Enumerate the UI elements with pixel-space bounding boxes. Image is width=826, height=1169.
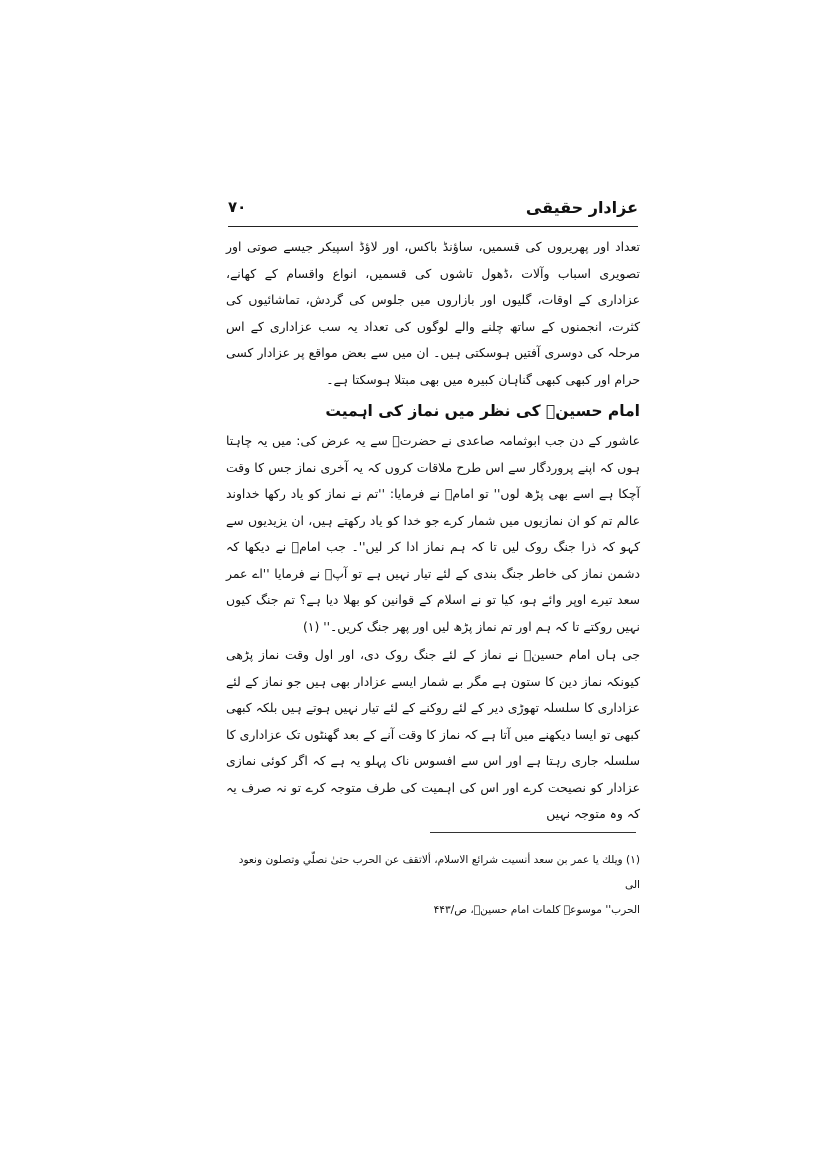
running-title: عزادار حقیقی <box>525 198 638 217</box>
section-heading: امام حسینؑ کی نظر میں نماز کی اہمیت <box>325 402 640 420</box>
footnote-rule <box>430 832 636 833</box>
footnote-line: (۱) ويلك يا عمر بن سعد أنسيت شرائع الاسلام، ألاتقف عن الحرب حتىٰ نصلّي وتصلون ونعود الى <box>238 854 640 891</box>
body-text <box>226 234 640 828</box>
paragraph: جی ہاں امام حسینؑ نے نماز کے لئے جنگ روک دی، اور اول وقت نماز پڑھی کیونکہ نماز دین کا ستون ہے مگر بے شمار ایسے عزادار بھی ہیں جو نماز کے لئے عزاداری کا سلسلہ تھوڑی دیر کے لئے روکنے کے لئے تیار نہیں ہوتے ہیں بلکہ کبھی کبھی تو ایسا دیکھنے میں آتا ہے کہ نماز کا وقت آنے کے بعد گھنٹوں تک عزاداری کا سلسلہ جاری رہتا ہے اور اس سے افسوس ناک پہلو یہ ہے کہ اگر کوئی نمازی عزادار کو نصیحت کرے اور اس کی اہمیت کی طرف متوجہ کرے تو نہ صرف یہ کہ وہ متوجہ نہیں <box>226 647 640 821</box>
page-header <box>228 198 638 224</box>
paragraph: تعداد اور پھریروں کی قسمیں، ساؤنڈ باکس، اور لاؤڈ اسپیکر جیسے صوتی اور تصویری اسباب وآلات ،ڈھول تاشوں کی قسمیں، انواع واقسام کے کھانے، عزاداری کے اوقات، گلیوں اور بازاروں میں جلوس کی گردش، تماشائیوں کی کثرت، انجمنوں کے ساتھ چلنے والے لوگوں کی تعداد یہ سب عزاداری کے اس مرحلہ کی دوسری آفتیں ہوسکتی ہیں۔ ان میں سے بعض مواقع پر عزادار کسی حرام اور کبھی کبھی گناہان کبیرہ میں بھی مبتلا ہوسکتا ہے۔ <box>226 239 640 387</box>
header-rule <box>228 226 638 227</box>
paragraph: عاشور کے دن جب ابوثمامہ صاعدی نے حضرتؑ سے یہ عرض کی: میں یہ چاہتا ہوں کہ اپنے پروردگار سے اس طرح ملاقات کروں کہ یہ آخری نماز جس کا وقت آچکا ہے اسے بھی پڑھ لوں'' تو امامؑ نے فرمایا: ''تم نے نماز کو یاد رکھا خداوند عالم تم کو ان نمازیوں میں شمار کرے جو خدا کو یاد رکھتے ہیں، ان یزیدیوں سے کہو کہ ذرا جنگ روک لیں تا کہ ہم نماز ادا کر لیں''۔ جب امامؑ نے دیکھا کہ دشمن نماز کی خاطر جنگ بندی کے لئے تیار نہیں ہے تو آپؑ نے فرمایا ''اے عمر سعد تیرے اوپر وائے ہو، کیا تو نے اسلام کے قوانین کو بھلا دیا ہے؟ تم جنگ کیوں نہیں روکتے تا کہ ہم اور تم نماز پڑھ لیں اور پھر جنگ کریں۔'' (۱) <box>226 433 640 634</box>
footnote-line: الحرب'' موسوعہ کلمات امام حسینؑ، ص/۴۴۳ <box>433 904 640 916</box>
footnotes <box>226 848 640 923</box>
page-number: ۷۰ <box>228 198 247 216</box>
